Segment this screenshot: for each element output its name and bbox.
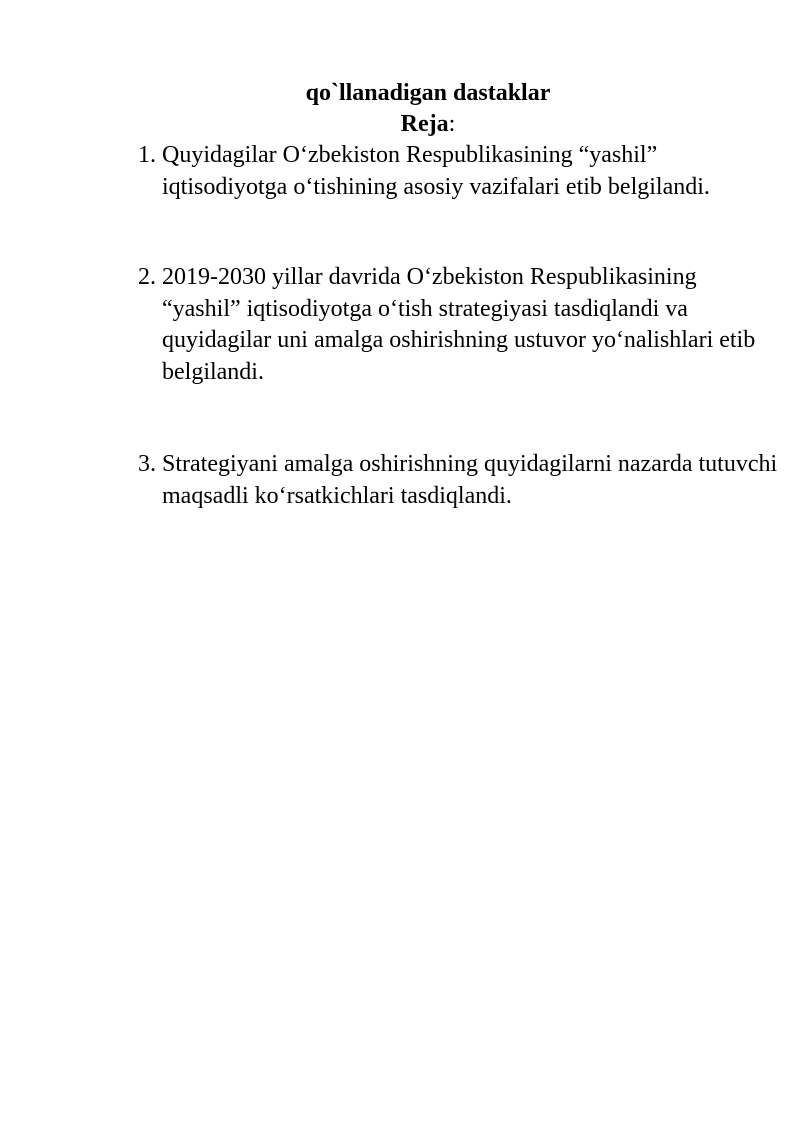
plan-heading [0, 110, 800, 138]
list-item-number: 2. [138, 264, 156, 290]
plan-colon: : [448, 111, 456, 137]
list-item [138, 262, 778, 388]
list-item [138, 140, 778, 203]
list-item-text: Quyidagilar O‘zbekiston Respublikasining “yashil” iqtisodiyotga o‘tishining asosiy vazifalari etib belgilandi. [162, 142, 710, 200]
list-item [138, 449, 778, 512]
list-item-text: 2019-2030 yillar davrida O‘zbekiston Respublikasining “yashil” iqtisodiyotga o‘tish strategiyasi tasdiqlandi va quyidagilar uni amalga oshirishning ustuvor yo‘nalishlari etib belgilandi. [162, 264, 756, 385]
list-item-number: 1. [138, 142, 156, 168]
document-title: qo`llanadigan dastaklar [305, 80, 551, 106]
plan-label: Reja [400, 111, 449, 137]
list-item-number: 3. [138, 451, 156, 477]
list-item-text: Strategiyani amalga oshirishning quyidagilarni nazarda tutuvchi maqsadli ko‘rsatkichlari tasdiqlandi. [162, 451, 778, 509]
